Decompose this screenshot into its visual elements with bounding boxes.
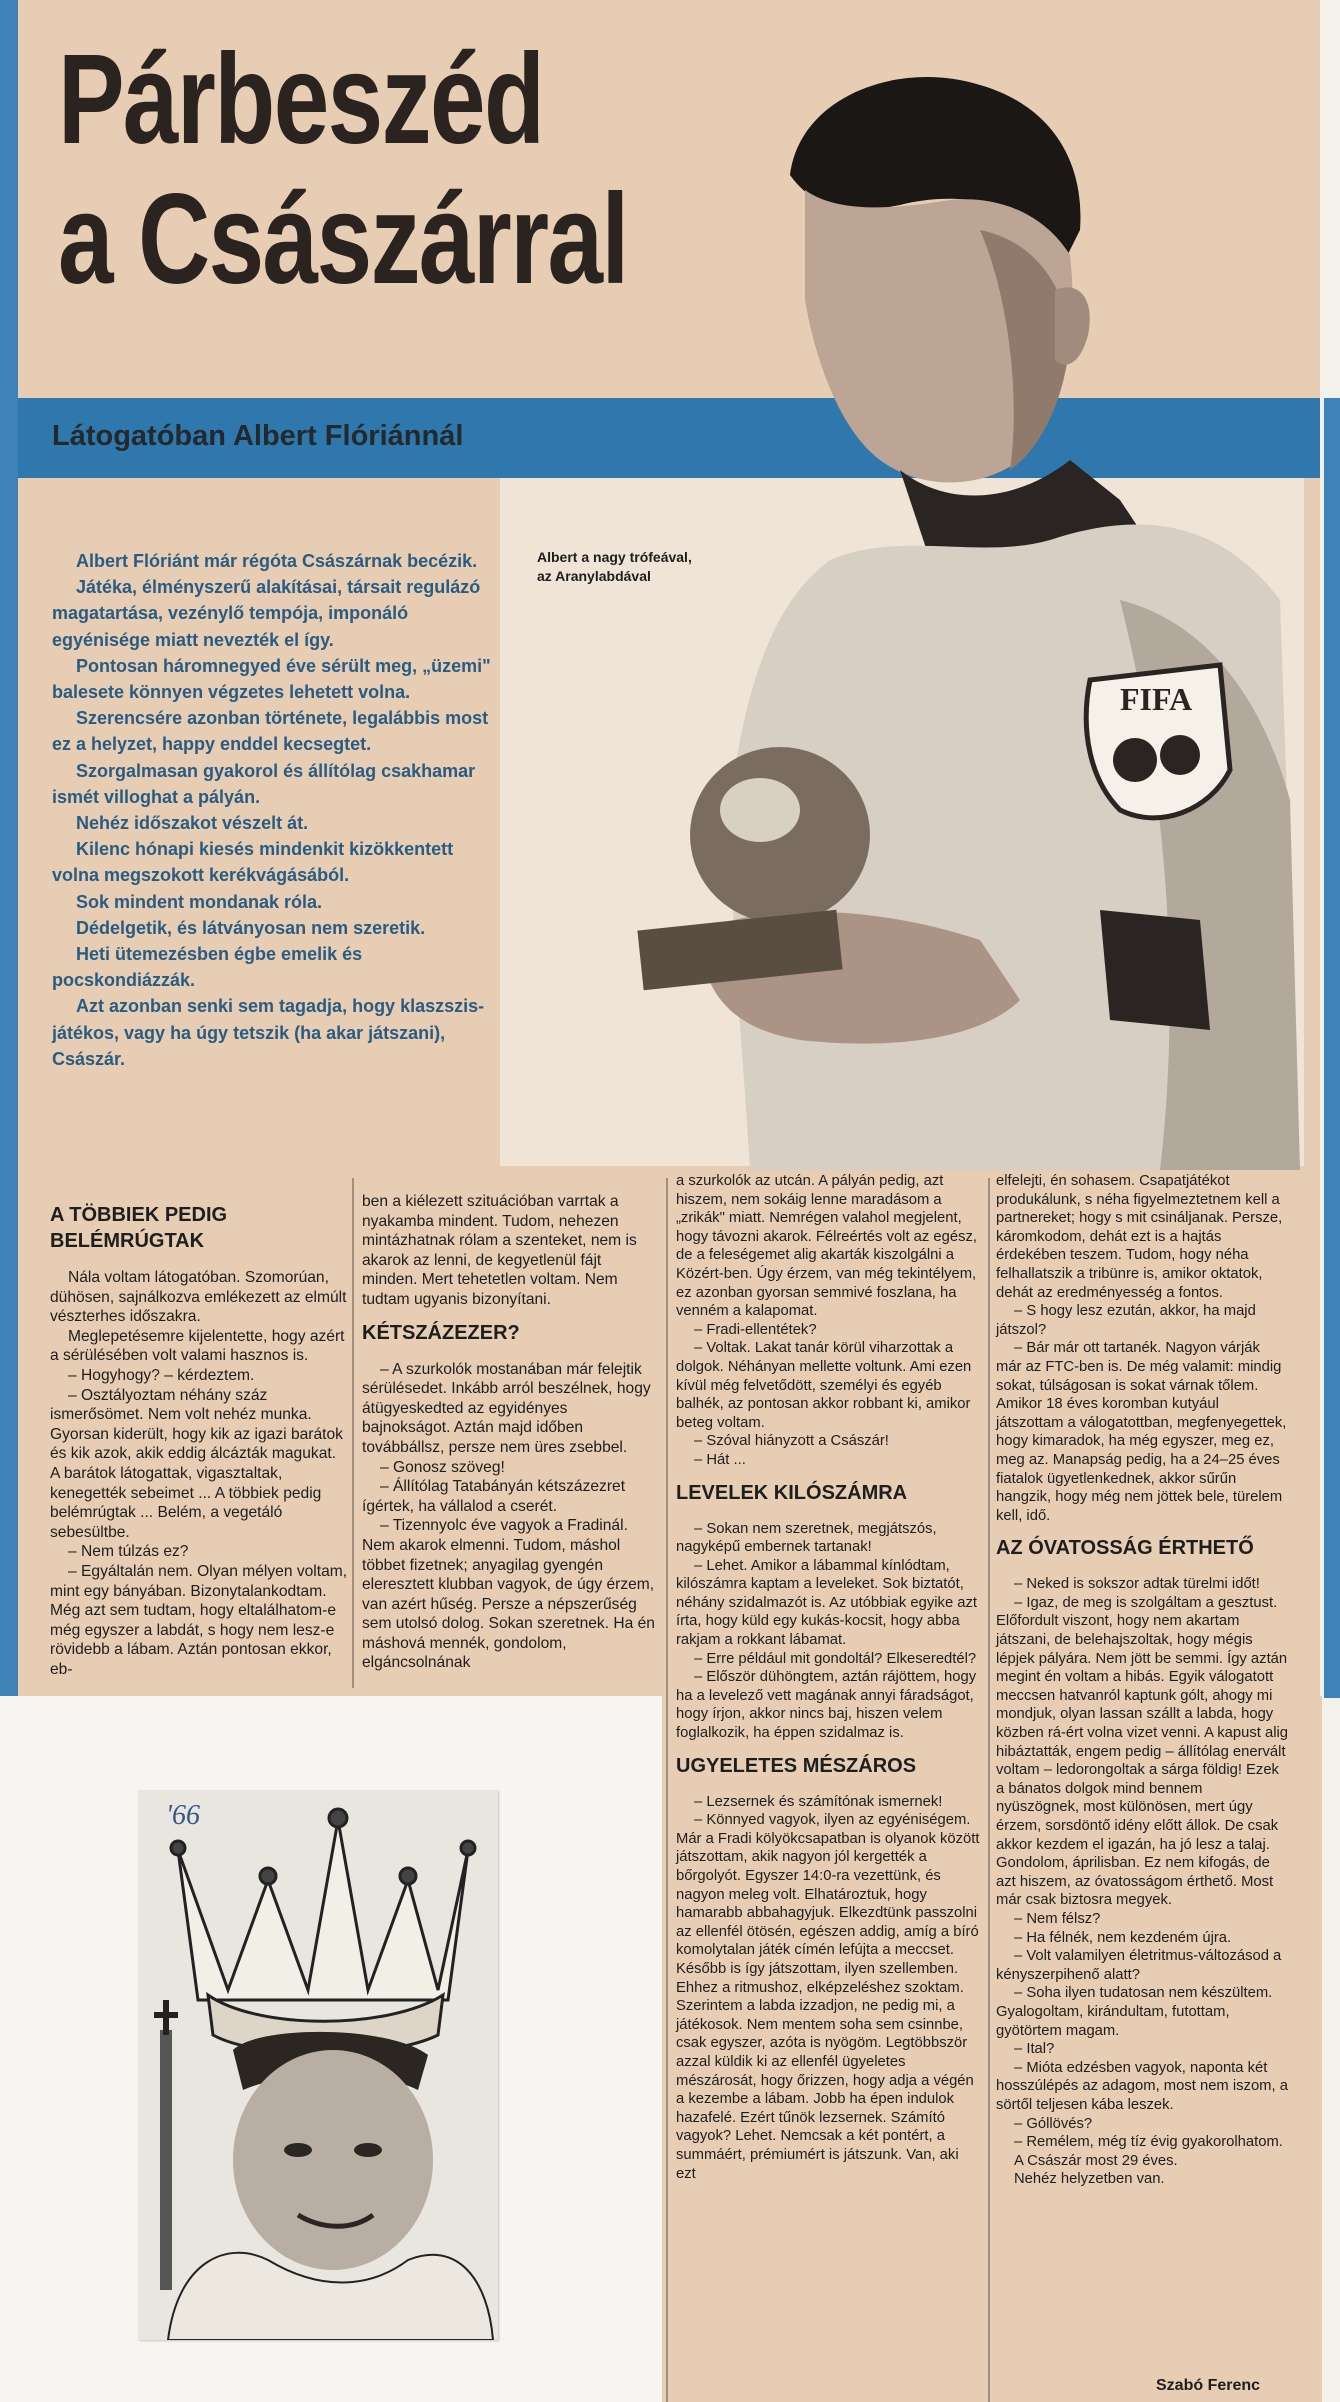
- photo-caption-line-2: az Aranylabdával: [537, 568, 651, 584]
- paragraph: – Állítólag Tatabányán kétszázezret ígértek, ha vállalod a cserét.: [362, 1478, 626, 1515]
- paragraph: Nála voltam látogatóban. Szomorúan, dühösen, sajnálkozva emlékezett az elmúlt vészterhes időszakra.: [50, 1269, 347, 1326]
- paragraph: – Sokan nem szeretnek, megjátszós, nagyképű embernek tartanak!: [676, 1520, 937, 1556]
- photo-caption-line-1: Albert a nagy trófeával,: [537, 549, 692, 565]
- paragraph: – Ital?: [1014, 2041, 1055, 2058]
- headline-line-2: a Császárral: [58, 168, 628, 311]
- subheading: AZ ÓVATOSSÁG ÉRTHETŐ: [996, 1537, 1254, 1560]
- intro-paragraph: Nehéz időszakot vészelt át.: [76, 813, 309, 834]
- intro-paragraph: Pontosan háromnegyed éve sérült meg, „üzemi" balesete könnyen végzetes lehetett volna.: [52, 655, 491, 703]
- subheading: UGYELETES MÉSZÁROS: [676, 1754, 917, 1777]
- blue-margin-right: [1324, 398, 1340, 1698]
- paragraph: – Hát ...: [694, 1451, 746, 1468]
- intro-paragraph: Szorgalmasan gyakorol és állítólag csakhamar ismét villoghat a pályán.: [52, 760, 476, 807]
- column-rule: [988, 1178, 990, 2402]
- headline-line-1: Párbeszéd: [58, 28, 544, 171]
- article-column-1: [50, 1192, 348, 1679]
- paragraph: – Először dühöngtem, aztán rájöttem, hogy ha a levelező vett magának annyi fáradságot, hogy írjon, akkor nincs baj, hiszen velem foglalkozik, ha éppen szidalmaz is.: [676, 1669, 977, 1742]
- subheading: LEVELEK KILÓSZÁMRA: [676, 1481, 908, 1504]
- paragraph: – Lehet. Amikor a lábammal kínlódtam, kilószámra kaptam a leveleket. Sok biztatót, néhány szidalmazót is. Az utóbbiak egyike azt írta, hogy küld egy kukás-kocsit, hogy abba rakjam a rokkant lábamat.: [676, 1557, 978, 1649]
- intro-paragraph: Heti ütemezésben égbe emelik és pocskondiázzák.: [52, 944, 363, 991]
- article-column-3: [676, 1172, 980, 2183]
- intro-paragraph: Sok mindent mondanak róla.: [76, 891, 323, 912]
- player-cuff: [1100, 910, 1210, 1030]
- paragraph: a szurkolók az utcán. A pályán pedig, azt hiszem, nem sokáig lenne maradásom a „zrikák" miatt. Nemrégen valahol megjelent, hogy távozni akarok. Félreértés volt az egész, de a feleségemet alig akarták kiszolgálni a Közért-ben. Úgy érzem, van még tekintélyem, ez azonban gyorsan semmivé foszlana, ha venném a kalapomat.: [676, 1173, 978, 1320]
- article-column-4: [996, 1172, 1288, 2189]
- paragraph: – Osztályoztam néhány száz ismerősömet. Nem volt nehéz munka. Gyorsan kiderült, hogy kik az igazi barátok és kik azok, akik eddig álcázták magukat. A barátok látogattak, vigasztaltak, kenegették sebeimet ... A többiek pedig belémrúgtak ... Belém, a vegetáló sebesültbe.: [50, 1386, 343, 1541]
- paragraph: – Gonosz szöveg!: [380, 1458, 505, 1476]
- paragraph: – Fradi-ellentétek?: [694, 1321, 817, 1338]
- crowned-caricature: [138, 1790, 498, 2340]
- paragraph: – Igaz, de meg is szolgáltam a gesztust. Előfordult viszont, hogy nem akartam játszani, de belehajszoltak, hogy mégis lépjek pályára. Nem jött be semmi. Így aztán megint én voltam a hibás. Egyik válogatott meccsen hatvanról kaptunk gólt, ahogy mi mondjuk, olyan lassan szállt a labda, hogy közben rá-ért volna vizet venni. A kapust alig hibáztatták, engem pedig – állítólag enervált voltam – ledorongoltak a sárga földig! Ezek a bánatos dolgok mind bennem nyüszögnek, most különösen, mert úgy érzem, sorsdöntő idény előtt állok. De csak akkor kezdem el igazán, ha jó lesz a talaj. Gondolom, áprilisban. Ez nem kifogás, de azt hiszem, az óvatosságom érthető. Most már csak biztosra megyek.: [996, 1594, 1288, 1909]
- paragraph: Meglepetésemre kijelentette, hogy azért a sérülésében volt valami hasznos is.: [50, 1327, 345, 1365]
- paragraph: – Nem félsz?: [1014, 1910, 1101, 1927]
- caricature-clipping: [138, 1790, 498, 2340]
- paragraph: – A szurkolók mostanában már felejtik sérülésedet. Inkább arról beszélnek, hogy átügyeskedted az egyidényes bajnokságot. Aztán majd időben továbbállsz, persze nem üres zsebbel.: [362, 1360, 651, 1456]
- paragraph: elfelejti, én sohasem. Csapatjátékot produkálunk, s néha figyelmeztetnem kell a partnereket; hogy s mit csináljanak. Persze, káromkodom, dehát ezt is a hajtás érdekében teszem. Tudom, hogy néha felhallatszik a tribünre is, amikor oktatok, dehát az eredményesség a fontos.: [996, 1173, 1283, 1301]
- subheading: A TÖBBIEK PEDIG BELÉMRÚGTAK: [50, 1204, 228, 1252]
- player-ear: [1055, 287, 1090, 364]
- paragraph: – Mióta edzésben vagyok, naponta két hosszúlépés az adagom, most nem iszom, a sörtől teljesen kába leszek.: [996, 2059, 1288, 2113]
- paragraph: – Egyáltalán nem. Olyan mélyen voltam, mint egy bányában. Bizonytalankodtam. Még azt sem tudtam, hogy eltalálhatom-e még egyszer a labdát, s hogy nem lesz-e rövidebb a lábam. Aztán pontosan ekkor, eb-: [50, 1562, 348, 1678]
- paragraph: – Szóval hiányzott a Császár!: [694, 1433, 889, 1450]
- paragraph: – Nem túlzás ez?: [68, 1543, 189, 1561]
- paragraph: – Volt valamilyen életritmus-változásod a kényszerpihenő alatt?: [996, 1948, 1282, 1983]
- photo-caption: [537, 548, 757, 586]
- scepter: [154, 2000, 178, 2290]
- fifa-badge-label: FIFA: [1120, 681, 1193, 717]
- column-rule: [666, 1178, 668, 2402]
- crown: [171, 1809, 475, 2054]
- paragraph: – Tizennyolc éve vagyok a Fradinál. Nem akarok elmenni. Tudom, máshol többet fizetnek; anyagilag gyengén eleresztett klubban vagyok, de úgy érzem, van azért hűség. Persze a népszerűség sem utolsó dolog. Sokan szeretnek. Ha én máshová mennék, gondolom, elgáncsolnának: [362, 1517, 655, 1672]
- player-photo: [600, 40, 1300, 1170]
- byline: Szabó Ferenc: [1156, 2377, 1261, 2394]
- blue-margin-left: [0, 0, 18, 1696]
- paragraph: – Soha ilyen tudatosan nem készültem. Gyalogoltam, kirándultam, futottam, gyötörtem magam.: [996, 1985, 1273, 2039]
- clipping-number: '66: [166, 1800, 200, 1831]
- intro-paragraph: Albert Flóriánt már régóta Császárnak becézik.: [76, 551, 478, 571]
- paragraph: – Remélem, még tíz évig gyakorolhatom.: [1014, 2134, 1283, 2151]
- paragraph: – Bár már ott tartanék. Nagyon várják már az FTC-ben is. De még valamit: mindig sokat, túlságosan is sokat várnak tőlem. Amikor 18 éves koromban kutyául játszottam a válogatottban, megfenyegettek, hogy kimaradok, ha még egyszer, meg ez, meg az. Manapság pedig, ha a 24–25 éves fiatalok ügyetlenkednek, akkor sűrűn hangzik, hogy még nem jöttek bele, türelem kell, idő.: [996, 1340, 1287, 1524]
- column-rule: [352, 1178, 354, 1688]
- paragraph: – Lezsernek és számítónak ismernek!: [694, 1793, 943, 1810]
- paragraph: – Hogyhogy? – kérdeztem.: [68, 1366, 255, 1384]
- paragraph: – Erre például mit gondoltál? Elkeseredtél?: [694, 1650, 977, 1667]
- intro-text: [52, 548, 504, 1072]
- golden-ball-highlight: [720, 778, 800, 842]
- paragraph: A Császár most 29 éves.: [1014, 2152, 1178, 2169]
- intro-paragraph: Kilenc hónapi kiesés mindenkit kizökkentett volna megszokott kerékvágásából.: [52, 839, 454, 886]
- headline: [58, 30, 628, 310]
- intro-paragraph: Játéka, élményszerű alakításai, társait regulázó magatartása, vezénylő tempója, imponáló egyénisége miatt nevezték el így.: [52, 577, 481, 650]
- paragraph: ben a kiélezett szituációban varrtak a nyakamba mindent. Tudom, nehezen mintázhatnak rólam a szenteket, nem is akarok az lenni, de kegyetlenül fájt minden. Mert tehetetlen voltam. Nem tudtam ugyanis bizonyítani.: [362, 1193, 637, 1308]
- caricature-eye: [284, 2143, 312, 2157]
- intro-paragraph: Dédelgetik, és látványosan nem szeretik.: [76, 917, 426, 938]
- paragraph: Nehéz helyzetben van.: [1014, 2171, 1165, 2188]
- paragraph: – Neked is sokszor adtak türelmi időt!: [1014, 1576, 1260, 1593]
- intro-paragraph: Azt azonban senki sem tagadja, hogy klaszszis-játékos, vagy ha úgy tetszik (ha akar játszani), Császár.: [52, 996, 485, 1069]
- paragraph: – Góllövés?: [1014, 2115, 1093, 2132]
- caricature-face: [233, 2050, 433, 2270]
- paragraph: – Ha félnék, nem kezdeném újra.: [1014, 1929, 1232, 1946]
- kicker: Látogatóban Albert Flóriánnál: [52, 420, 464, 452]
- paragraph: – Voltak. Lakat tanár körül viharzottak a dolgok. Néhányan mellette voltunk. Ami ezen kívül még felvetődött, személyi és egyéb balhék, az pontosan akkor robbant ki, amikor beteg voltam.: [676, 1340, 972, 1431]
- paragraph: – Könnyed vagyok, ilyen az egyéniségem. Már a Fradi kölyökcsapatban is olyanok között játszottam, akik nagyon jól kergették a bőrgolyót. Egyszer 14:0-ra vezettünk, és nagyon meleg volt. Elhatároztuk, hogy hamarabb abbahagyjuk. Elkezdtünk passzolni az ellenfél ötösén, egészen addig, amíg a bíró komolytalan játék címén lefújta a meccset. Később is így játszottam, ilyen szellemben. Ehhez a ritmushoz, elképzeléshez szoktam. Szerintem a labda izzadjon, ne pedig mi, a játékosok. Nem mentem soha sem csinnbe, csak egyszer, azóta is nyögöm. Legtöbbször azzal küldik ki az ellenfél ügyeletes mészárosát, hogy őrizzen, hogy adja a végén a kezembe a lábam. Jobb ha épen indulok hazafelé. Ezért tűnök lezsernek. Számító vagyok? Lehet. Nemcsak a két pontért, a summáért, prémiumért is játszunk. Van, aki ezt: [676, 1812, 980, 2182]
- intro-paragraph: Szerencsére azonban története, legalábbis most ez a helyzet, happy enddel kecsegtet.: [52, 708, 489, 755]
- fifa-badge: [1086, 665, 1230, 818]
- caricature-eye: [354, 2143, 382, 2157]
- article-column-2: [362, 1192, 660, 1673]
- subheading: KÉTSZÁZEZER?: [362, 1321, 520, 1344]
- paragraph: – S hogy lesz ezután, akkor, ha majd játszol?: [996, 1303, 1256, 1338]
